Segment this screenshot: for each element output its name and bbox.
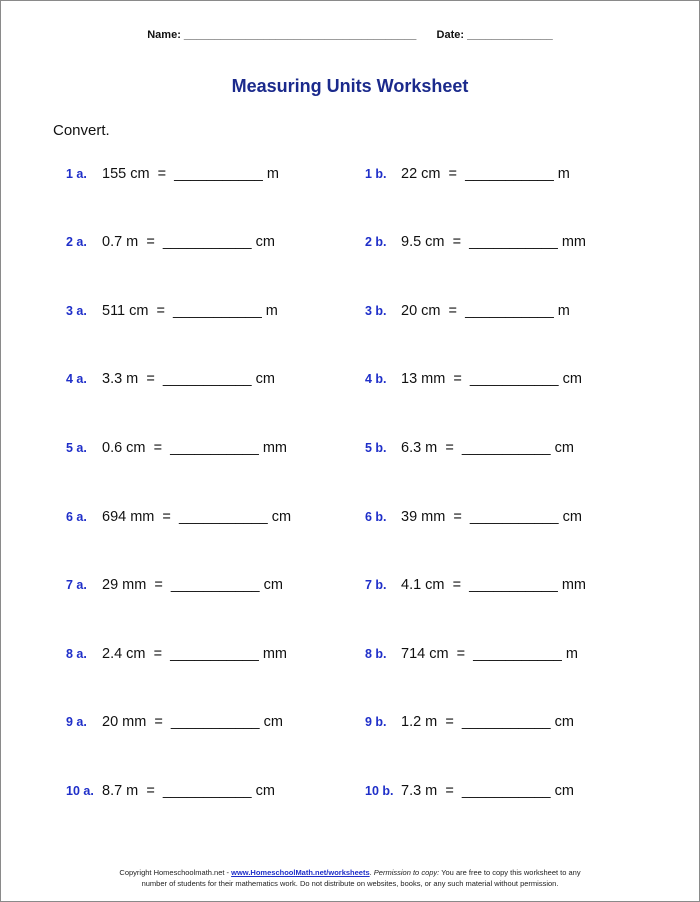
problem-number: 8 b. xyxy=(365,647,387,661)
footer-link[interactable]: www.HomeschoolMath.net/worksheets xyxy=(231,868,370,877)
problem-9a xyxy=(66,714,283,730)
name-label: Name: xyxy=(147,29,181,41)
problem-text: 13 mm = ___________ cm xyxy=(401,371,582,387)
problem-text: 1.2 m = ___________ cm xyxy=(401,714,574,730)
problem-6b xyxy=(365,509,582,525)
problem-5b xyxy=(365,440,574,456)
problem-text: 0.6 cm = ___________ mm xyxy=(102,440,287,456)
problem-3b xyxy=(365,303,570,319)
problem-text: 20 cm = ___________ m xyxy=(401,303,570,319)
problem-3a xyxy=(66,303,278,319)
problem-2b xyxy=(365,234,586,250)
problem-number: 5 b. xyxy=(365,441,387,455)
problem-10b xyxy=(365,783,574,799)
problem-text: 29 mm = ___________ cm xyxy=(102,577,283,593)
copyright-footer xyxy=(1,867,699,889)
problem-8b xyxy=(365,646,578,662)
footer-line-2: number of students for their mathematics work. Do not distribute on websites, books, or any such material without permission. xyxy=(141,879,559,888)
problem-text: 20 mm = ___________ cm xyxy=(102,714,283,730)
problem-number: 6 b. xyxy=(365,510,387,524)
problem-number: 10 b. xyxy=(365,784,394,798)
problem-text: 8.7 m = ___________ cm xyxy=(102,783,275,799)
problem-text: 3.3 m = ___________ cm xyxy=(102,371,275,387)
footer-line-1: Copyright Homeschoolmath.net - www.HomeschoolMath.net/worksheets. Permission to copy: You are free to copy this worksheet to any xyxy=(119,868,581,877)
problem-number: 4 a. xyxy=(66,372,87,386)
problem-number: 7 b. xyxy=(365,578,387,592)
problem-number: 7 a. xyxy=(66,578,87,592)
problem-number: 8 a. xyxy=(66,647,87,661)
instructions: Convert. xyxy=(53,122,110,139)
problem-10a xyxy=(66,783,275,799)
problem-text: 39 mm = ___________ cm xyxy=(401,509,582,525)
problem-text: 714 cm = ___________ m xyxy=(401,646,578,662)
problem-text: 694 mm = ___________ cm xyxy=(102,509,292,525)
problem-5a xyxy=(66,440,287,456)
problem-number: 9 a. xyxy=(66,715,87,729)
problem-9b xyxy=(365,714,574,730)
name-date-line xyxy=(1,29,699,41)
problem-2a xyxy=(66,234,275,250)
footer-permission-label: Permission to copy: xyxy=(373,868,440,877)
problem-number: 1 b. xyxy=(365,167,387,181)
problem-7b xyxy=(365,577,586,593)
problem-number: 6 a. xyxy=(66,510,87,524)
problem-6a xyxy=(66,509,291,525)
problem-text: 155 cm = ___________ m xyxy=(102,166,279,182)
problem-text: 4.1 cm = ___________ mm xyxy=(401,577,586,593)
problem-number: 2 b. xyxy=(365,235,387,249)
problem-number: 9 b. xyxy=(365,715,387,729)
problem-text: 511 cm = ___________ m xyxy=(102,303,278,319)
problem-number: 10 a. xyxy=(66,784,94,798)
problem-text: 2.4 cm = ___________ mm xyxy=(102,646,287,662)
date-label: Date: xyxy=(436,29,465,41)
problem-4a xyxy=(66,371,275,387)
problem-number: 5 a. xyxy=(66,441,87,455)
problem-text: 7.3 m = ___________ cm xyxy=(401,783,574,799)
problem-7a xyxy=(66,577,283,593)
problem-4b xyxy=(365,371,582,387)
footer-permission-text: You are free to copy this worksheet to any xyxy=(439,868,581,877)
problem-number: 2 a. xyxy=(66,235,87,249)
problem-number: 3 a. xyxy=(66,304,87,318)
problem-1b xyxy=(365,166,570,182)
date-blank: ______________ xyxy=(467,29,553,41)
problem-number: 4 b. xyxy=(365,372,387,386)
problem-8a xyxy=(66,646,287,662)
problem-number: 3 b. xyxy=(365,304,387,318)
problem-text: 0.7 m = ___________ cm xyxy=(102,234,275,250)
problem-text: 6.3 m = ___________ cm xyxy=(401,440,574,456)
problem-text: 22 cm = ___________ m xyxy=(401,166,570,182)
problem-text: 9.5 cm = ___________ mm xyxy=(401,234,586,250)
footer-copyright: Copyright Homeschoolmath.net - xyxy=(119,868,232,877)
worksheet-title: Measuring Units Worksheet xyxy=(231,76,469,96)
problem-1a xyxy=(66,166,279,182)
name-blank: ______________________________________ xyxy=(183,29,417,41)
problem-number: 1 a. xyxy=(66,167,87,181)
